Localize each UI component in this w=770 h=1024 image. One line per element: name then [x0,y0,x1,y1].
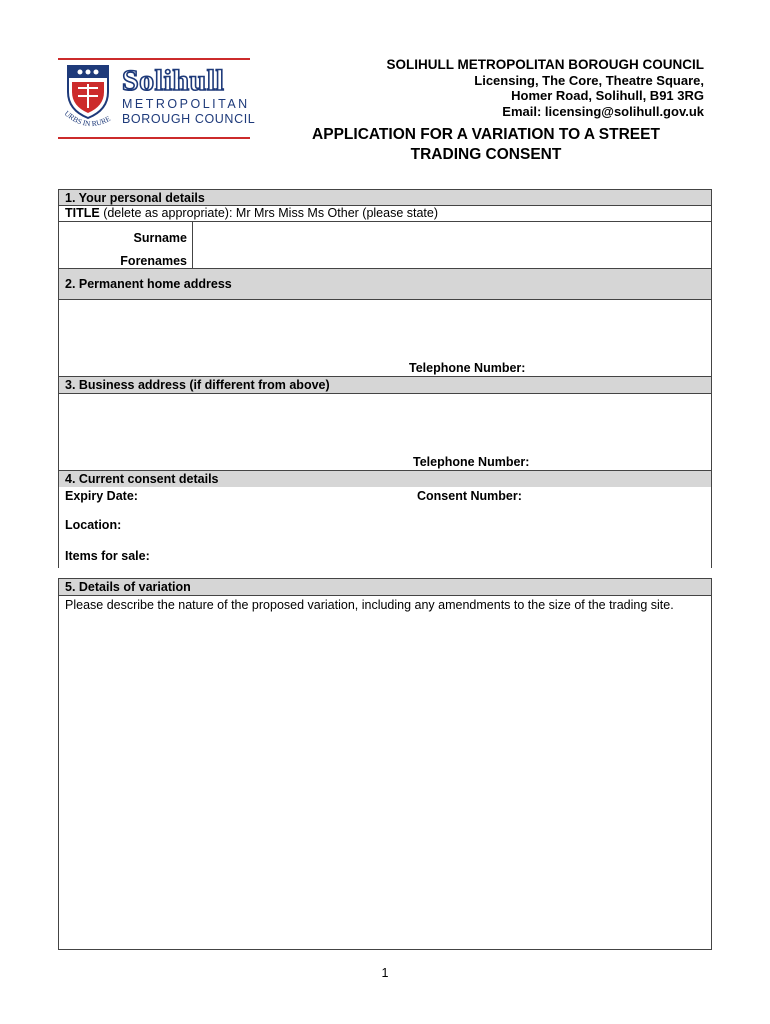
forenames-label: Forenames [120,254,187,268]
logo-line-borough-council: BOROUGH COUNCIL [122,112,256,126]
page-number: 1 [381,966,389,980]
section-5-heading: 5. Details of variation [59,579,711,596]
title-options: (delete as appropriate): Mr Mrs Miss Ms Other (please state) [99,206,439,220]
contact-email: Email: licensing@solihull.gov.uk [502,103,704,119]
section-current-consent [58,470,712,568]
surname-field[interactable] [193,222,711,251]
address-line-1: Licensing, The Core, Theatre Square, [474,72,704,88]
logo-motto: URBS IN RURE [62,108,112,129]
org-address-block [387,57,705,119]
section-2-heading: 2. Permanent home address [59,269,711,300]
logo-line-metropolitan: METROPOLITAN [122,97,250,111]
section-home-address [58,268,712,378]
business-address-field[interactable] [59,394,711,471]
expiry-date-label: Expiry Date: [65,489,138,503]
logo-wordmark: Solihull [122,64,225,97]
section-3-heading: 3. Business address (if different from above) [59,377,711,394]
address-line-2: Homer Road, Solihull, B91 3RG [511,88,704,103]
title-label: TITLE [65,206,100,220]
org-name: SOLIHULL METROPOLITAN BOROUGH COUNCIL [386,57,704,72]
title-field[interactable] [59,206,711,222]
form-title [262,125,710,165]
items-for-sale-label: Items for sale: [65,549,150,563]
location-label: Location: [65,518,122,532]
section-business-address [58,376,712,472]
surname-label: Surname [133,231,187,245]
variation-instructions: Please describe the nature of the proposed variation, including any amendments to the size of the trading site. [65,598,674,612]
consent-number-label: Consent Number: [417,489,522,503]
business-telephone-label: Telephone Number: [413,455,530,469]
form-title-line-1: APPLICATION FOR A VARIATION TO A STREET [312,126,660,143]
section-4-heading: 4. Current consent details [59,471,711,487]
form-title-line-2: TRADING CONSENT [410,146,562,163]
section-1-heading: 1. Your personal details [59,190,711,206]
home-telephone-label: Telephone Number: [409,361,526,375]
council-logo [58,58,258,140]
variation-details-field[interactable] [59,631,711,949]
section-variation-details [58,578,712,950]
home-address-field[interactable] [59,300,711,377]
